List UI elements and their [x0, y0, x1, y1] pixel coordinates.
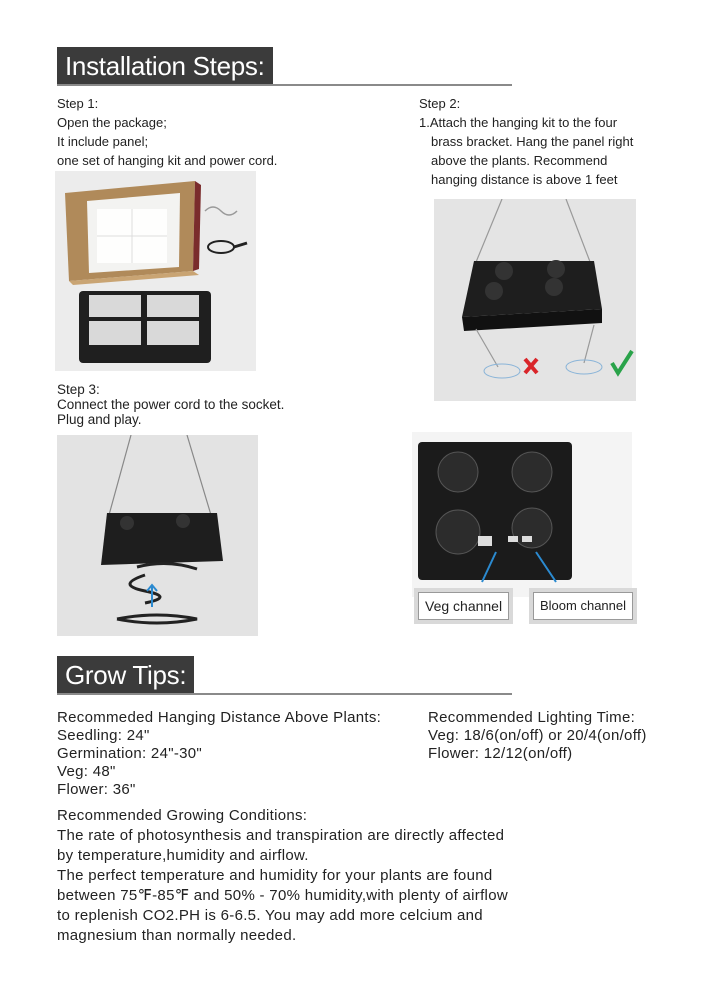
- veg-channel-box: [414, 588, 513, 624]
- channels-photo: [412, 432, 632, 597]
- hanging-line: Germination: 24"-30": [57, 745, 203, 762]
- installation-rule: [57, 84, 512, 86]
- panel-back-illustration: [412, 432, 632, 597]
- step2-line: 1.Attach the hanging kit to the four: [419, 115, 618, 130]
- step3-line: Connect the power cord to the socket.: [57, 397, 285, 412]
- conditions-line: The perfect temperature and humidity for your plants are found: [57, 867, 493, 884]
- step2-line: above the plants. Recommend: [431, 153, 608, 168]
- grow-rule: [57, 693, 512, 695]
- installation-title: Installation Steps:: [57, 47, 273, 85]
- hanging-panel-illustration: [434, 199, 636, 401]
- step1-line: one set of hanging kit and power cord.: [57, 153, 278, 168]
- step1-line: It include panel;: [57, 134, 149, 149]
- grow-title: Grow Tips:: [57, 656, 194, 694]
- veg-channel-label: Veg channel: [418, 592, 509, 620]
- step3-photo: [57, 435, 258, 636]
- step1-line: Open the package;: [57, 115, 167, 130]
- hanging-heading: Recommeded Hanging Distance Above Plants:: [57, 709, 382, 726]
- hanging-distance-block: [57, 709, 381, 799]
- power-cord-illustration: [57, 435, 258, 636]
- hanging-line: Veg: 48": [57, 763, 116, 780]
- step2-line: hanging distance is above 1 feet: [431, 172, 618, 187]
- lighting-line: Veg: 18/6(on/off) or 20/4(on/off): [428, 727, 647, 744]
- lighting-line: Flower: 12/12(on/off): [428, 745, 573, 762]
- step2-photo: [434, 199, 636, 401]
- conditions-line: to replenish CO2.PH is 6-6.5. You may add more celcium and: [57, 907, 483, 924]
- step1-heading: Step 1:: [57, 96, 99, 111]
- step3-line: Plug and play.: [57, 412, 142, 427]
- lighting-time-block: [428, 709, 647, 763]
- hanging-line: Seedling: 24": [57, 727, 150, 744]
- conditions-heading: Recommended Growing Conditions:: [57, 807, 308, 824]
- growing-conditions-block: [57, 806, 508, 946]
- bloom-channel-box: [529, 588, 637, 624]
- hanging-line: Flower: 36": [57, 781, 136, 798]
- wrong-mark-icon: [525, 359, 537, 373]
- step3-heading: Step 3:: [57, 382, 100, 397]
- conditions-line: magnesium than normally needed.: [57, 927, 297, 944]
- conditions-line: The rate of photosynthesis and transpiration are directly affected: [57, 827, 505, 844]
- package-illustration: [55, 171, 256, 371]
- step2-heading: Step 2:: [419, 96, 461, 111]
- step2-text: [419, 94, 633, 189]
- step1-photo: [55, 171, 256, 371]
- bloom-channel-label: Bloom channel: [533, 592, 633, 620]
- step3-text: [57, 382, 284, 427]
- check-mark-icon: [612, 351, 632, 373]
- lighting-heading: Recommended Lighting Time:: [428, 709, 636, 726]
- conditions-line: by temperature,humidity and airflow.: [57, 847, 309, 864]
- step1-text: [57, 94, 277, 170]
- conditions-line: between 75℉-85℉ and 50% - 70% humidity,with plenty of airflow: [57, 887, 508, 904]
- step2-line: brass bracket. Hang the panel right: [431, 134, 634, 149]
